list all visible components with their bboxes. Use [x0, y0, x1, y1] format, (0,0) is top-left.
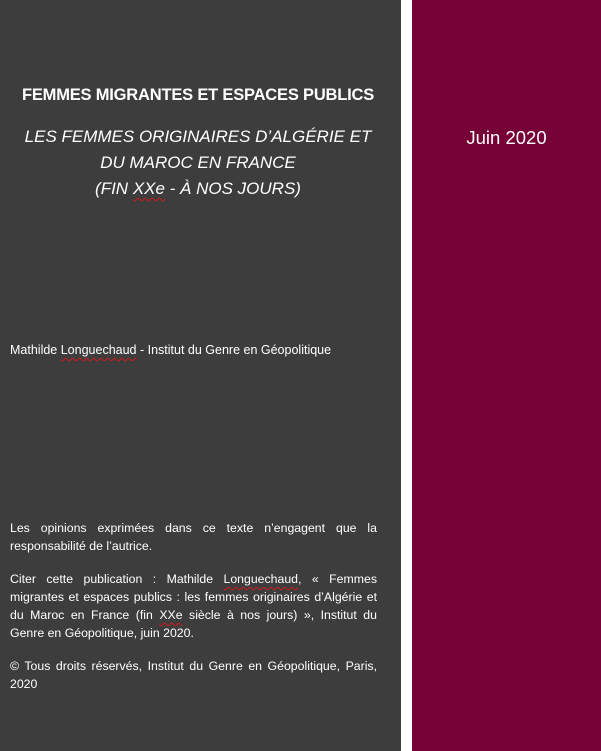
citation-part: Citer cette publication : Mathilde — [10, 572, 224, 586]
citation-century: XXe — [159, 608, 183, 622]
citation-author: Longuechaud — [223, 572, 299, 586]
copyright-text: © Tous droits réservés, Institut du Genre en Géopolitique, Paris, 2020 — [10, 659, 377, 691]
subtitle-line: DU MAROC EN FRANCE — [100, 153, 296, 172]
author-last-name: Longuechaud — [60, 343, 137, 357]
document-subtitle — [0, 124, 396, 202]
notes-block — [10, 519, 377, 708]
publication-date: Juin 2020 — [466, 127, 547, 148]
disclaimer-text: Les opinions exprimées dans ce texte n’engagent que la responsabilité de l’autrice. — [10, 521, 377, 553]
document-title: FEMMES MIGRANTES ET ESPACES PUBLICS — [21, 86, 375, 104]
cover-right-panel — [412, 0, 601, 751]
panel-gap — [401, 0, 412, 751]
author-line — [10, 343, 331, 357]
subtitle-text: (FIN — [95, 179, 133, 198]
citation-text — [10, 570, 377, 642]
subtitle-line: LES FEMMES ORIGINAIRES D’ALGÉRIE ET — [24, 127, 372, 146]
citation-part: , « Femmes migrantes et espaces publics : les femmes originaires d’Algérie et du Maroc en France (fin — [10, 572, 377, 622]
author-first-name: Mathilde — [10, 343, 61, 357]
citation-part: siècle à nos jours) », Institut du Genre en Géopolitique, juin 2020. — [10, 608, 377, 640]
author-affiliation: - Institut du Genre en Géopolitique — [136, 343, 332, 357]
century-mark: XXe — [132, 179, 165, 198]
subtitle-text: - À NOS JOURS) — [164, 179, 301, 198]
subtitle-line — [0, 176, 396, 202]
